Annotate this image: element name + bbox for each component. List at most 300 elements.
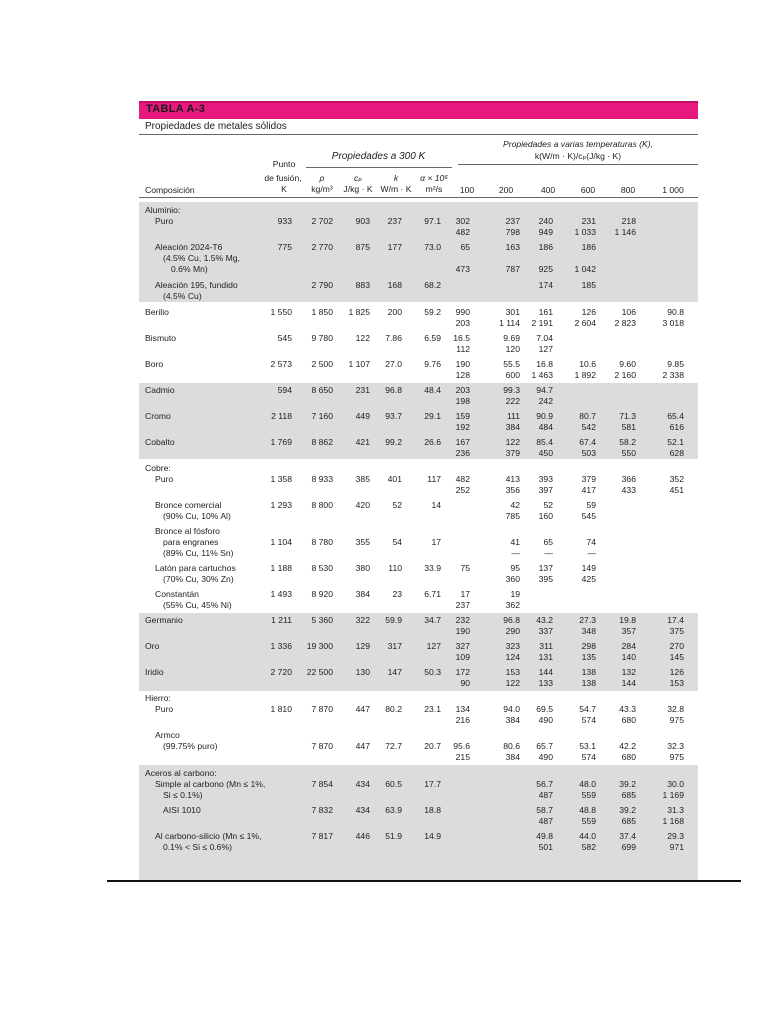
table-cell: 63.9 (385, 805, 402, 815)
table-cell: 75 (460, 563, 470, 573)
table-cell: 447 (355, 704, 370, 714)
punto-header-2: de fusión, (264, 173, 302, 183)
table-cell: 680 (621, 752, 636, 762)
table-cell: 122 (355, 333, 370, 343)
table-cell: 29.3 (667, 831, 684, 841)
table-cell: 7.04 (536, 333, 553, 343)
table-cell: 144 (621, 678, 636, 688)
varias-header-line1: Propiedades a varias temperaturas (K), (503, 139, 653, 149)
table-cell: 153 (505, 667, 520, 677)
row-label: Si ≤ 0.1%) (163, 790, 203, 800)
table-cell: 237 (505, 216, 520, 226)
table-cell: 284 (621, 641, 636, 651)
table-cell: 433 (621, 485, 636, 495)
table-cell: 49.8 (536, 831, 553, 841)
table-cell: 775 (277, 242, 292, 252)
row-label: (99.75% puro) (163, 741, 218, 751)
table-cell: 65 (543, 537, 553, 547)
table-cell: 1 114 (499, 318, 520, 328)
table-cell: 298 (581, 641, 596, 651)
table-cell: 8 920 (311, 589, 333, 599)
table-cell: 20.7 (424, 741, 441, 751)
table-cell: 323 (505, 641, 520, 651)
table-cell: 1 336 (270, 641, 292, 651)
table-cell: 352 (669, 474, 684, 484)
shade-band (139, 613, 698, 691)
table-cell: 685 (621, 790, 636, 800)
table-cell: — (511, 548, 520, 558)
table-cell: 99.2 (385, 437, 402, 447)
table-cell: 18.8 (424, 805, 441, 815)
table-cell: 52 (543, 500, 553, 510)
table-cell: 327 (455, 641, 470, 651)
rho-unit: kg/m³ (311, 184, 333, 194)
k-header: k (393, 173, 399, 183)
temp-header-100: 100 (459, 185, 475, 195)
row-label: Aleación 195, fundido (155, 280, 238, 290)
table-cell: 8 530 (311, 563, 333, 573)
table-cell: 128 (455, 370, 470, 380)
table-cell: 903 (355, 216, 370, 226)
row-label: Puro (155, 704, 174, 714)
k-unit: W/m · K (380, 184, 412, 194)
row-label: Berilio (145, 307, 169, 317)
row-label: Cobre: (145, 463, 171, 473)
table-cell: 8 800 (311, 500, 333, 510)
table-cell: 9.69 (503, 333, 520, 343)
table-cell: 380 (355, 563, 370, 573)
table-cell: 425 (581, 574, 596, 584)
table-cell: 397 (538, 485, 553, 495)
table-cell: 2 720 (270, 667, 292, 677)
table-cell: 27.3 (579, 615, 596, 625)
table-cell: 875 (355, 242, 370, 252)
table-cell: 222 (505, 396, 520, 406)
table-cell: 484 (538, 422, 553, 432)
cp-header: cₚ (354, 173, 362, 183)
table-cell: 216 (455, 715, 470, 725)
table-cell: 163 (505, 242, 520, 252)
table-cell: 482 (455, 474, 470, 484)
table-cell: 290 (505, 626, 520, 636)
table-cell: 27.0 (385, 359, 402, 369)
table-cell: 1 211 (271, 615, 292, 625)
table-cell: 203 (455, 385, 470, 395)
table-cell: 600 (505, 370, 520, 380)
table-cell: 357 (621, 626, 636, 636)
table-cell: 490 (538, 715, 553, 725)
temp-header-600: 600 (580, 185, 596, 195)
table-title-bar (139, 101, 698, 119)
table-cell: 1 146 (614, 227, 636, 237)
table-cell: 161 (538, 307, 553, 317)
temp-header-1000: 1 000 (662, 185, 684, 195)
table-cell: 58.2 (619, 437, 636, 447)
table-cell: 23.1 (424, 704, 441, 714)
row-label: 0.6% Mn) (171, 264, 208, 274)
row-label: Constantán (155, 589, 199, 599)
table-cell: 32.8 (667, 704, 684, 714)
table-cell: 93.7 (385, 411, 402, 421)
table-cell: 337 (538, 626, 553, 636)
table-cell: 2 790 (311, 280, 333, 290)
table-cell: 39.2 (619, 779, 636, 789)
table-cell: 616 (669, 422, 684, 432)
table-cell: 545 (277, 333, 292, 343)
row-label: Puro (155, 216, 174, 226)
table-cell: 67.4 (579, 437, 596, 447)
row-label: Cadmio (145, 385, 175, 395)
table-cell: 65 (460, 242, 470, 252)
table-cell: 366 (621, 474, 636, 484)
table-cell: 29.1 (424, 411, 441, 421)
table-cell: 37.4 (619, 831, 636, 841)
table-cell: 9.76 (424, 359, 441, 369)
table-cell: 185 (581, 280, 596, 290)
table-cell: 1 169 (662, 790, 684, 800)
table-cell: 2 118 (271, 411, 292, 421)
table-cell: 110 (388, 563, 402, 573)
table-cell: 134 (455, 704, 470, 714)
table-cell: 7 817 (311, 831, 333, 841)
table-cell: 198 (455, 396, 470, 406)
table-cell: 348 (581, 626, 596, 636)
table-cell: 186 (581, 242, 596, 252)
table-cell: 1 104 (270, 537, 292, 547)
table-cell: 270 (669, 641, 684, 651)
table-cell: 2 338 (662, 370, 684, 380)
table-cell: 55.5 (503, 359, 520, 369)
table-cell: 451 (669, 485, 684, 495)
row-label: Bismuto (145, 333, 177, 343)
row-label: Boro (145, 359, 164, 369)
table-cell: 44.0 (579, 831, 596, 841)
table-cell: 434 (355, 779, 370, 789)
table-cell: 17 (431, 537, 441, 547)
table-cell: 131 (538, 652, 553, 662)
table-cell: 384 (505, 752, 520, 762)
table-cell: 421 (355, 437, 370, 447)
varias-header-line2: k(W/m · K)/cₚ(J/kg · K) (534, 151, 622, 161)
row-label: Hierro: (145, 693, 171, 703)
table-cell: 19.8 (619, 615, 636, 625)
table-cell: 490 (538, 752, 553, 762)
table-cell: 174 (538, 280, 553, 290)
table-cell: 5 360 (311, 615, 333, 625)
table-cell: 90 (460, 678, 470, 688)
table-cell: 90.8 (667, 307, 684, 317)
table-cell: 95.6 (453, 741, 470, 751)
table-cell: 559 (581, 816, 596, 826)
table-cell: 7 870 (311, 704, 333, 714)
table-cell: 69.5 (536, 704, 553, 714)
table-cell: 130 (355, 667, 370, 677)
table-cell: 73.0 (424, 242, 441, 252)
table-cell: 7 832 (311, 805, 333, 815)
table-cell: 787 (505, 264, 520, 274)
table-cell: 417 (581, 485, 596, 495)
table-cell: 231 (355, 385, 370, 395)
table-cell: 594 (277, 385, 292, 395)
table-cell: 8 862 (311, 437, 333, 447)
table-cell: 8 780 (311, 537, 333, 547)
table-cell: 122 (505, 678, 520, 688)
table-cell: 42 (510, 500, 520, 510)
row-label: para engranes (163, 537, 219, 547)
table-cell: 65.7 (536, 741, 553, 751)
table-cell: 106 (621, 307, 636, 317)
row-label: Bronce comercial (155, 500, 222, 510)
table-cell: 7 854 (311, 779, 333, 789)
table-cell: 503 (581, 448, 596, 458)
table-cell: 17.4 (667, 615, 684, 625)
table-cell: 190 (455, 359, 470, 369)
table-cell: 149 (581, 563, 596, 573)
table-cell: 1 358 (270, 474, 292, 484)
table-cell: 32.3 (667, 741, 684, 751)
table-cell: 242 (538, 396, 553, 406)
table-cell: 56.7 (536, 779, 553, 789)
table-cell: 60.5 (385, 779, 402, 789)
table-cell: 311 (539, 641, 553, 651)
table-cell: 80.7 (579, 411, 596, 421)
table-cell: 54 (392, 537, 402, 547)
table-cell: 71.3 (619, 411, 636, 421)
divider (306, 167, 452, 168)
table-cell: 39.2 (619, 805, 636, 815)
rho-header: ρ (319, 173, 325, 183)
table-cell: 482 (455, 227, 470, 237)
table-cell: 1 825 (348, 307, 370, 317)
table-cell: 192 (455, 422, 470, 432)
table-cell: 48.8 (579, 805, 596, 815)
table-cell: 301 (505, 307, 520, 317)
table-cell: 59.2 (424, 307, 441, 317)
table-cell: 685 (621, 816, 636, 826)
table-cell: 883 (355, 280, 370, 290)
row-label: Cromo (145, 411, 171, 421)
table-cell: 33.9 (424, 563, 441, 573)
table-cell: 413 (505, 474, 520, 484)
table-cell: 19 300 (306, 641, 333, 651)
table-cell: 177 (387, 242, 402, 252)
table-cell: 385 (355, 474, 370, 484)
table-cell: 50.3 (424, 667, 441, 677)
table-cell: 785 (505, 511, 520, 521)
table-cell: 798 (505, 227, 520, 237)
row-label: (90% Cu, 10% Al) (163, 511, 231, 521)
table-cell: 2 573 (270, 359, 292, 369)
table-cell: 99.3 (503, 385, 520, 395)
table-cell: 111 (506, 411, 520, 421)
table-cell: 1 033 (574, 227, 596, 237)
table-cell: 545 (581, 511, 596, 521)
cp-unit: J/kg · K (343, 184, 373, 194)
table-cell: 90.9 (536, 411, 553, 421)
row-label: Cobalto (145, 437, 175, 447)
table-cell: 3 018 (662, 318, 684, 328)
table-cell: 7.86 (385, 333, 402, 343)
row-label: (70% Cu, 30% Zn) (163, 574, 234, 584)
table-cell: 147 (387, 667, 402, 677)
table-cell: 48.0 (579, 779, 596, 789)
table-cell: 218 (621, 216, 636, 226)
table-cell: 96.8 (503, 615, 520, 625)
table-cell: 236 (455, 448, 470, 458)
table-cell: 1 188 (270, 563, 292, 573)
table-cell: 574 (581, 715, 596, 725)
table-cell: 72.7 (385, 741, 402, 751)
table-cell: 23 (392, 589, 402, 599)
table-cell: 322 (355, 615, 370, 625)
table-cell: 17 (460, 589, 470, 599)
table-cell: 54.7 (579, 704, 596, 714)
table-cell: 48.4 (424, 385, 441, 395)
table-cell: 109 (455, 652, 470, 662)
row-label: Bronce al fósforo (155, 526, 220, 536)
table-cell: 120 (505, 344, 520, 354)
row-label: Germanio (145, 615, 183, 625)
table-cell: 384 (505, 422, 520, 432)
table-cell: 446 (355, 831, 370, 841)
table-cell: 7 870 (311, 741, 333, 751)
table-cell: 53.1 (579, 741, 596, 751)
table-cell: 167 (455, 437, 470, 447)
table-cell: 52.1 (667, 437, 684, 447)
table-cell: 1 042 (574, 264, 596, 274)
table-cell: 17.7 (424, 779, 441, 789)
row-label: 0.1% < Si ≤ 0.6%) (163, 842, 232, 852)
table-cell: 1 293 (270, 500, 292, 510)
table-cell: 97.1 (424, 216, 441, 226)
table-cell: 34.7 (424, 615, 441, 625)
table-cell: 190 (455, 626, 470, 636)
row-label: (4.5% Cu, 1.5% Mg, (163, 253, 240, 263)
table-cell: 19 (510, 589, 520, 599)
table-cell: 1 107 (348, 359, 370, 369)
table-cell: 6.59 (424, 333, 441, 343)
punto-header-1: Punto (272, 159, 296, 169)
row-label: (55% Cu, 45% Ni) (163, 600, 232, 610)
table-cell: 137 (538, 563, 553, 573)
table-cell: 2 770 (311, 242, 333, 252)
table-cell: 375 (669, 626, 684, 636)
row-label: Oro (145, 641, 160, 651)
table-cell: 574 (581, 752, 596, 762)
table-cell: 559 (581, 790, 596, 800)
table-cell: 450 (538, 448, 553, 458)
temp-header-400: 400 (540, 185, 556, 195)
table-cell: 1 810 (270, 704, 292, 714)
table-cell: 132 (621, 667, 636, 677)
table-cell: 16.8 (536, 359, 553, 369)
composicion-header: Composición (145, 185, 195, 195)
table-cell: 582 (581, 842, 596, 852)
divider (458, 164, 698, 165)
table-cell: 2 160 (614, 370, 636, 380)
table-cell: 14 (431, 500, 441, 510)
table-cell: 420 (355, 500, 370, 510)
table-cell: 159 (455, 411, 470, 421)
table-cell: 41 (510, 537, 520, 547)
table-cell: 317 (387, 641, 402, 651)
alpha-header: α × 10⁶ (420, 173, 448, 183)
table-cell: 2 191 (531, 318, 553, 328)
table-cell: 65.4 (667, 411, 684, 421)
table-cell: 680 (621, 715, 636, 725)
table-cell: 2 500 (311, 359, 333, 369)
table-cell: 9 780 (311, 333, 333, 343)
table-cell: 26.6 (424, 437, 441, 447)
table-cell: 232 (455, 615, 470, 625)
alpha-unit: m²/s (425, 184, 443, 194)
table-cell: 6.71 (424, 589, 441, 599)
table-cell: 925 (538, 264, 553, 274)
row-label: Latón para cartuchos (155, 563, 236, 573)
row-label: Iridio (145, 667, 164, 677)
table-cell: 133 (538, 678, 553, 688)
table-cell: — (544, 548, 553, 558)
table-cell: 362 (505, 600, 520, 610)
table-cell: 42.2 (619, 741, 636, 751)
table-cell: 43.2 (536, 615, 553, 625)
table-cell: 43.3 (619, 704, 636, 714)
table-cell: 395 (538, 574, 553, 584)
table-cell: 85.4 (536, 437, 553, 447)
table-cell: 360 (505, 574, 520, 584)
row-label: Al carbono-silicio (Mn ≤ 1%, (155, 831, 262, 841)
table-cell: 501 (538, 842, 553, 852)
table-cell: 59.9 (385, 615, 402, 625)
table-cell: 231 (581, 216, 596, 226)
table-cell: 990 (455, 307, 470, 317)
table-cell: 135 (581, 652, 596, 662)
table-cell: 14.9 (424, 831, 441, 841)
table-cell: 2 702 (311, 216, 333, 226)
table-cell: 9.85 (667, 359, 684, 369)
table-cell: 80.6 (503, 741, 520, 751)
table-cell: 51.9 (385, 831, 402, 841)
table-cell: 1 769 (270, 437, 292, 447)
table-cell: 1 850 (311, 307, 333, 317)
shade-band (139, 383, 698, 459)
table-cell: 124 (505, 652, 520, 662)
table-cell: 237 (387, 216, 402, 226)
table-cell: 971 (669, 842, 684, 852)
table-cell: 140 (621, 652, 636, 662)
table-cell: 933 (277, 216, 292, 226)
table-cell: 393 (538, 474, 553, 484)
table-cell: 7 160 (311, 411, 333, 421)
table-cell: 237 (455, 600, 470, 610)
table-cell: 168 (387, 280, 402, 290)
row-label: AISI 1010 (163, 805, 201, 815)
table-cell: 302 (455, 216, 470, 226)
table-cell: 2 604 (574, 318, 596, 328)
table-cell: 473 (455, 264, 470, 274)
table-cell: 975 (669, 752, 684, 762)
table-cell: 699 (621, 842, 636, 852)
table-cell: 96.8 (385, 385, 402, 395)
page-bottom-rule (107, 880, 741, 882)
table-cell: 379 (505, 448, 520, 458)
table-cell: 129 (355, 641, 370, 651)
table-cell: 203 (455, 318, 470, 328)
table-cell: 215 (455, 752, 470, 762)
table-cell: 80.2 (385, 704, 402, 714)
table-cell: 94.7 (536, 385, 553, 395)
table-title: TABLA A-3 (146, 103, 206, 115)
